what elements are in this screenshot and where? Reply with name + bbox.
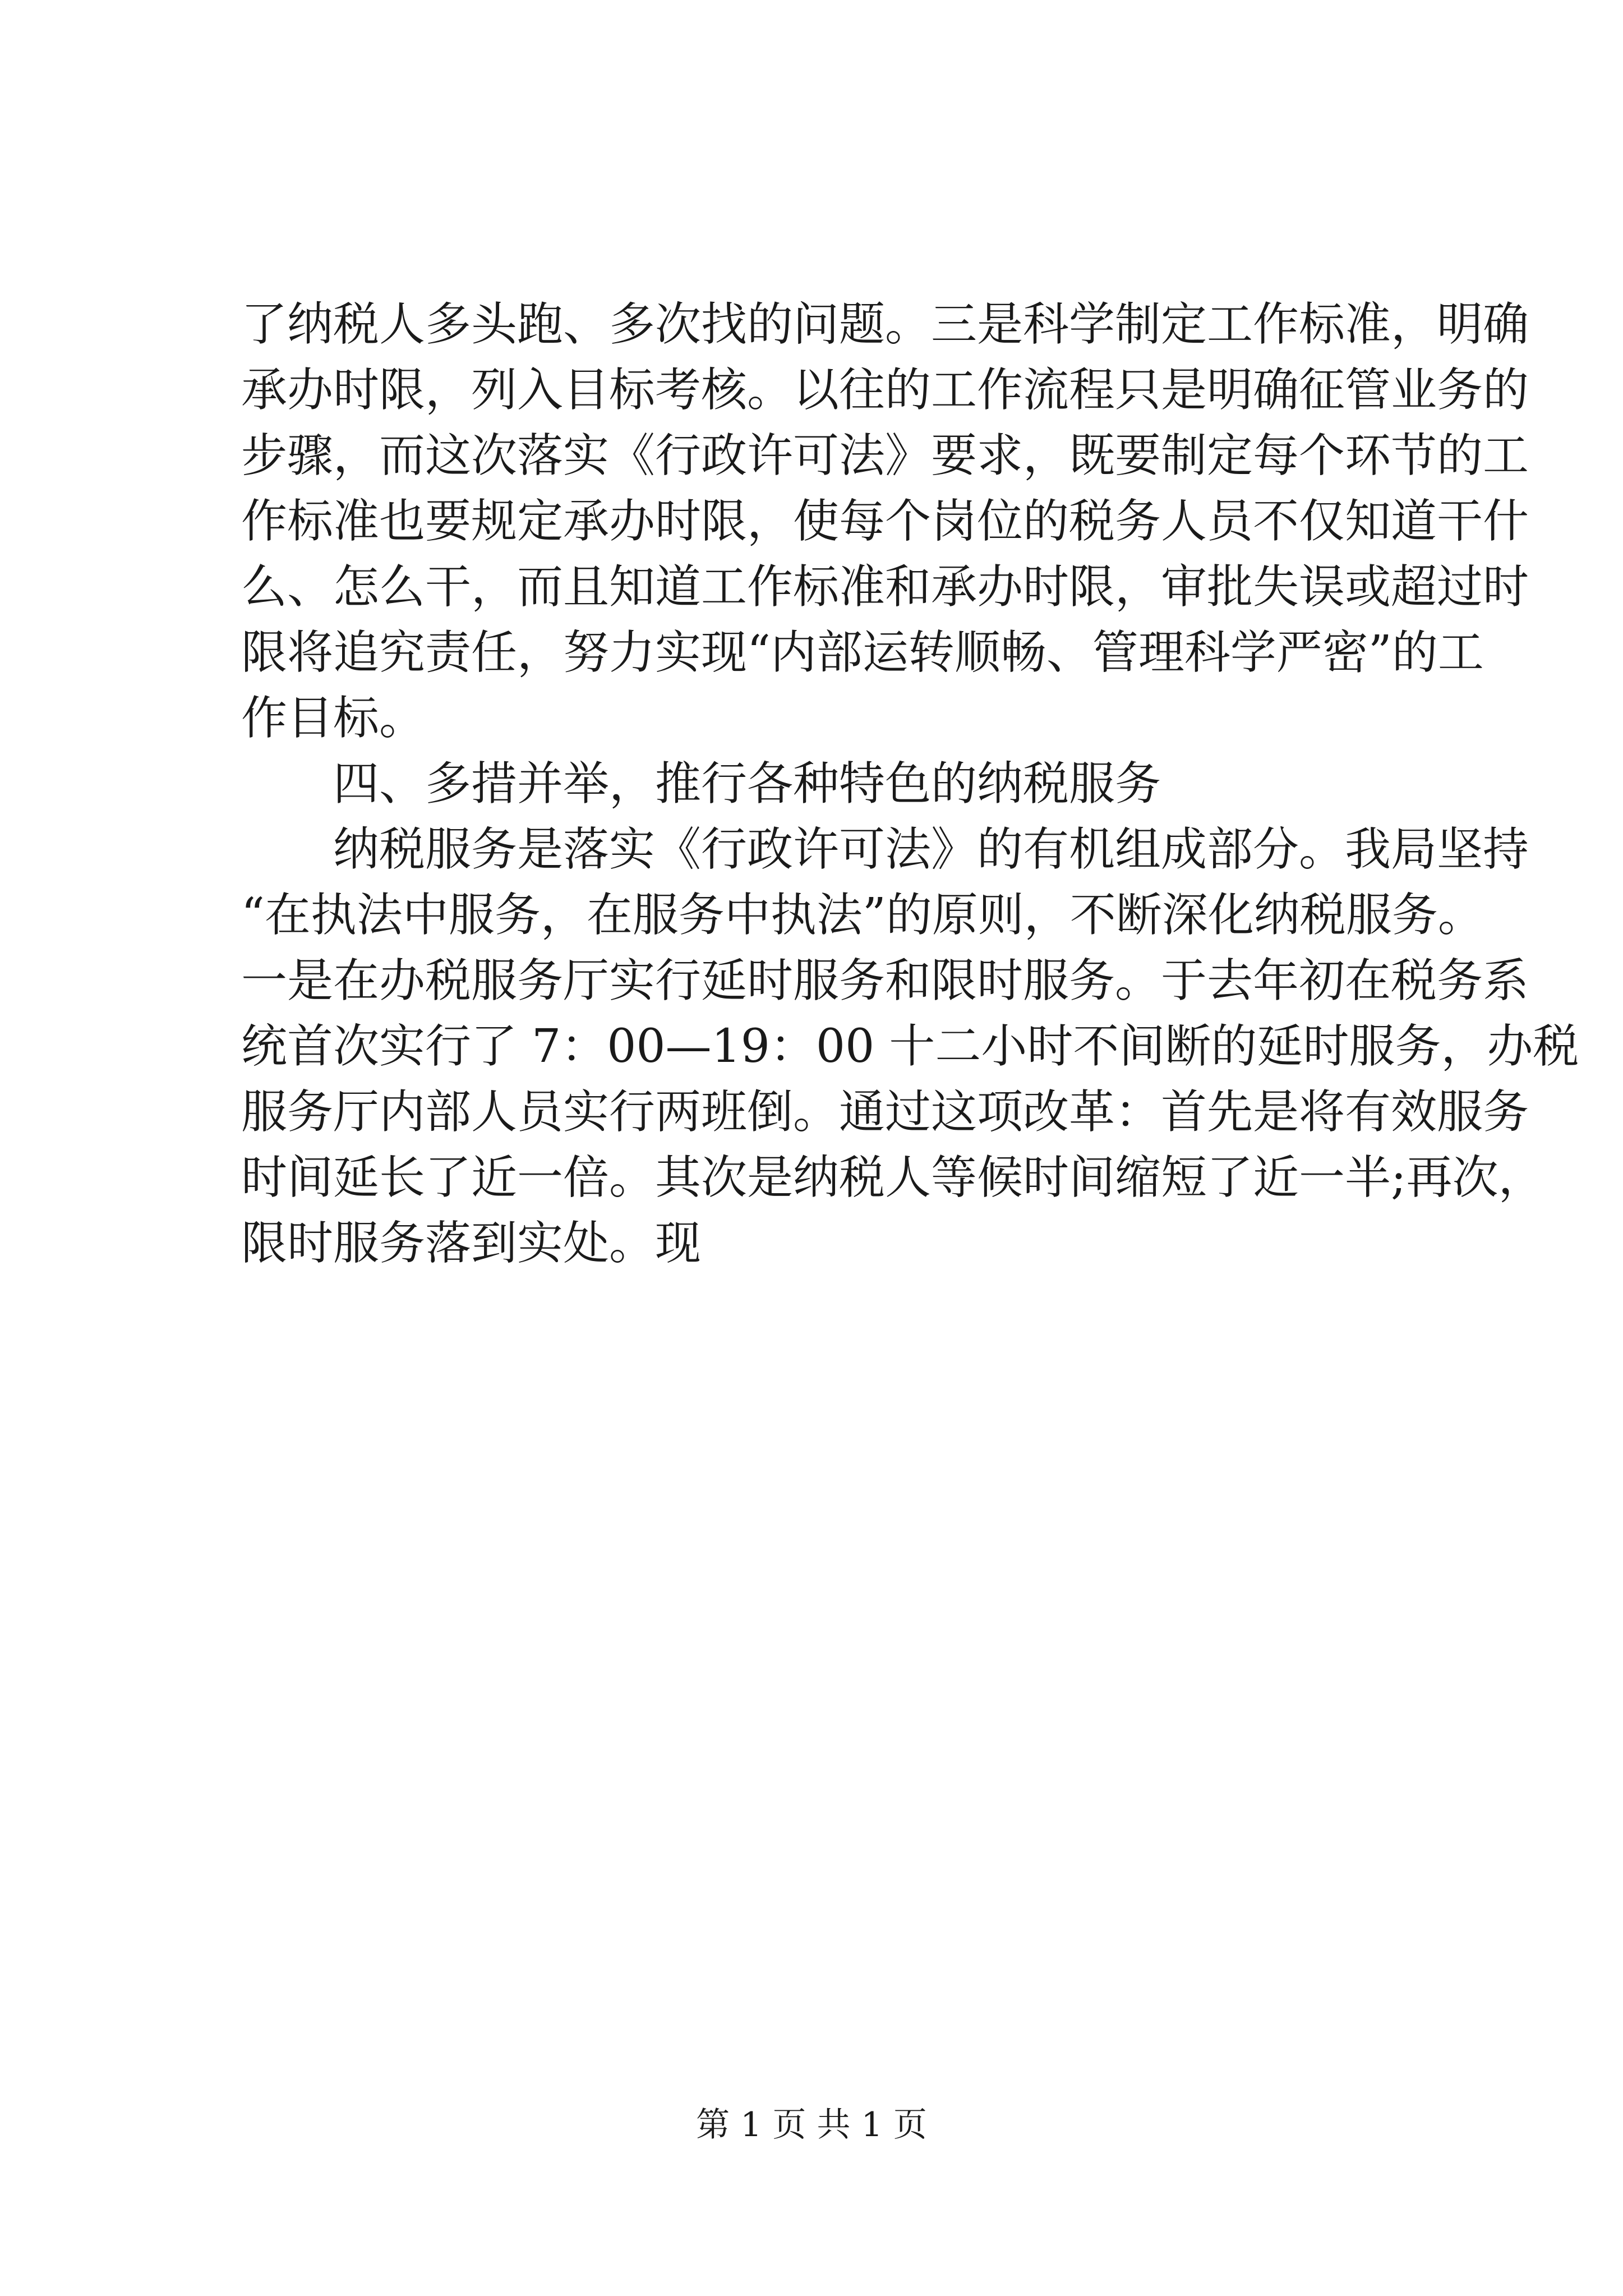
text-line: 限将追究责任，努力实现“内部运转顺畅、管理科学严密”的工: [241, 626, 1484, 679]
document-body: [241, 292, 1579, 1276]
text-line: 服务厅内部人员实行两班倒。通过这项改革：首先是将有效服务: [241, 1085, 1529, 1139]
page-number: 第 1 页 共 1 页: [696, 2105, 927, 2145]
text-line: 承办时限，列入目标考核。以往的工作流程只是明确征管业务的: [241, 364, 1529, 417]
text-line: 了纳税人多头跑、多次找的问题。三是科学制定工作标准，明确: [241, 298, 1529, 351]
text-line: 统首次实行了 7：00—19：00 十二小时不间断的延时服务，办税: [241, 1020, 1579, 1073]
text-line: “在执法中服务，在服务中执法”的原则，不断深化纳税服务。: [241, 889, 1484, 942]
paragraph-first-line: 纳税服务是落实《行政许可法》的有机组成部分。我局坚持: [333, 823, 1529, 876]
text-line: 一是在办税服务厅实行延时服务和限时服务。于去年初在税务系: [241, 954, 1529, 1007]
text-line: 作目标。: [241, 692, 426, 745]
text-line: 么、怎么干，而且知道工作标准和承办时限，审批失误或超过时: [241, 560, 1529, 614]
text-line: 步骤，而这次落实《行政许可法》要求，既要制定每个环节的工: [241, 429, 1529, 482]
text-line: 作标准也要规定承办时限，使每个岗位的税务人员不仅知道干什: [241, 495, 1529, 548]
section-heading: 四、多措并举，推行各种特色的纳税服务: [333, 757, 1161, 811]
text-line: 时间延长了近一倍。其次是纳税人等候时间缩短了近一半;再次，: [241, 1151, 1544, 1204]
page-footer: [0, 2102, 1623, 2147]
text-line: 限时服务落到实处。现: [241, 1217, 702, 1270]
